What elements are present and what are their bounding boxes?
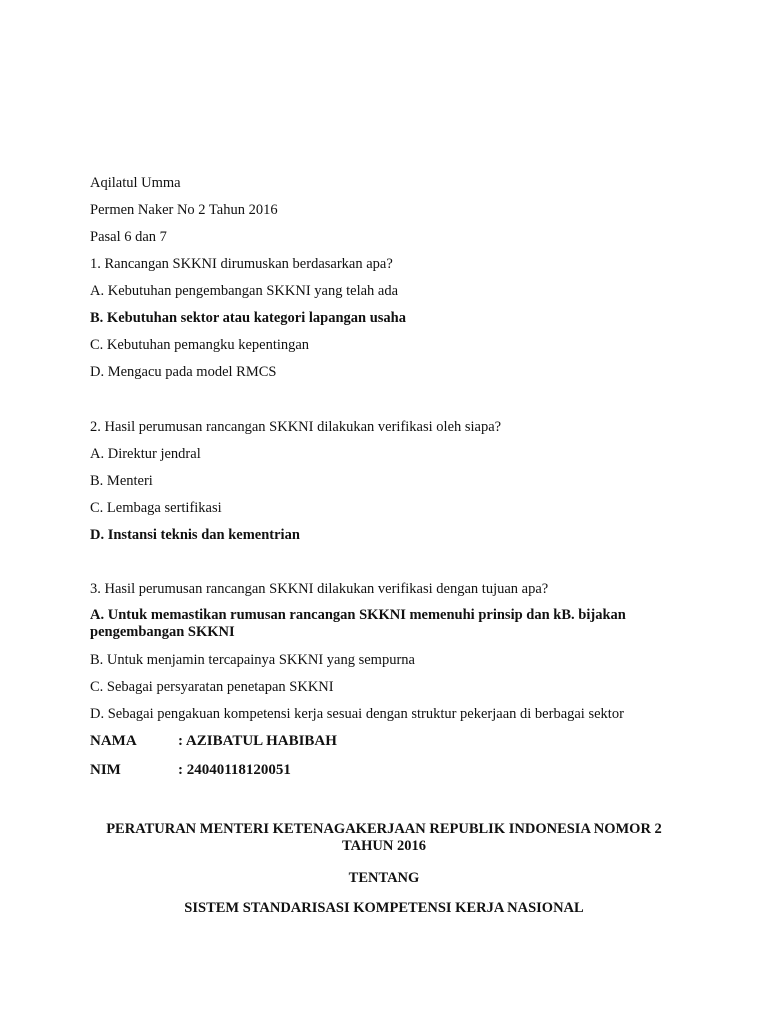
regulation-reference: Permen Naker No 2 Tahun 2016 bbox=[90, 202, 278, 218]
question-1-option-a: A. Kebutuhan pengembangan SKKNI yang telah ada bbox=[90, 283, 399, 299]
question-1-option-b-answer: B. Kebutuhan sektor atau kategori lapangan usaha bbox=[90, 310, 406, 326]
question-1: 1. Rancangan SKKNI dirumuskan berdasarkan apa? bbox=[90, 256, 393, 272]
question-3-option-d: D. Sebagai pengakuan kompetensi kerja sesuai dengan struktur pekerjaan di berbagai sektor bbox=[90, 706, 624, 722]
question-1-option-c: C. Kebutuhan pemangku kepentingan bbox=[90, 337, 310, 353]
regulation-subject: SISTEM STANDARISASI KOMPETENSI KERJA NASIONAL bbox=[184, 900, 584, 916]
name-value: : AZIBATUL HABIBAH bbox=[178, 733, 337, 749]
question-2-option-d-answer: D. Instansi teknis dan kementrian bbox=[90, 527, 300, 543]
article-reference: Pasal 6 dan 7 bbox=[90, 229, 167, 245]
identity-nim-row bbox=[90, 761, 291, 779]
question-2-option-c: C. Lembaga sertifikasi bbox=[90, 500, 222, 516]
question-1-option-d: D. Mengacu pada model RMCS bbox=[90, 364, 277, 380]
question-3-option-b: B. Untuk menjamin tercapainya SKKNI yang sempurna bbox=[90, 652, 415, 668]
question-3-option-a-answer: A. Untuk memastikan rumusan rancangan SKKNI memenuhi prinsip dan kB. bijakan pengembangan SKKNI bbox=[90, 607, 626, 640]
question-2: 2. Hasil perumusan rancangan SKKNI dilakukan verifikasi oleh siapa? bbox=[90, 419, 502, 435]
nim-value: : 24040118120051 bbox=[178, 762, 291, 778]
regulation-title-line-2: TAHUN 2016 bbox=[342, 838, 426, 854]
identity-name-row bbox=[90, 732, 337, 750]
nim-label: NIM bbox=[90, 762, 121, 778]
name-label: NAMA bbox=[90, 733, 137, 749]
regulation-about: TENTANG bbox=[348, 870, 420, 886]
author-name: Aqilatul Umma bbox=[90, 175, 181, 191]
question-2-option-b: B. Menteri bbox=[90, 473, 153, 489]
question-3-option-c: C. Sebagai persyaratan penetapan SKKNI bbox=[90, 679, 334, 695]
question-3: 3. Hasil perumusan rancangan SKKNI dilakukan verifikasi dengan tujuan apa? bbox=[90, 581, 549, 597]
regulation-title-line-1: PERATURAN MENTERI KETENAGAKERJAAN REPUBLIK INDONESIA NOMOR 2 bbox=[106, 821, 662, 837]
question-2-option-a: A. Direktur jendral bbox=[90, 446, 201, 462]
